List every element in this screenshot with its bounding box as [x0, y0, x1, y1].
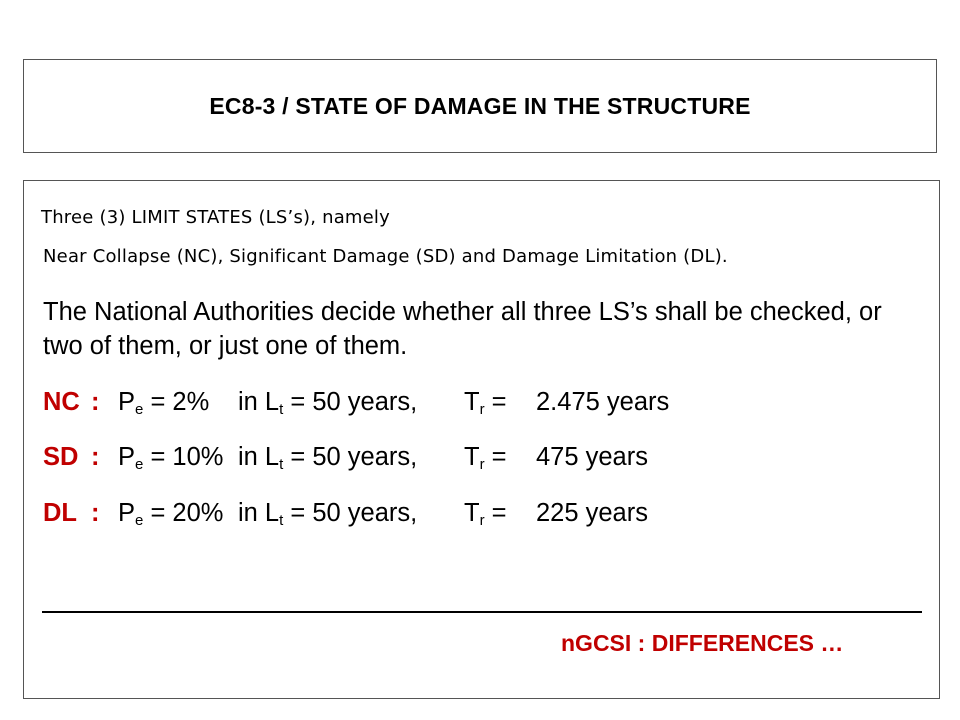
tr-symbol: T — [464, 499, 480, 527]
return-period-value: 225 years — [536, 499, 648, 527]
lt-value: = 50 years, — [283, 388, 418, 416]
lt-prefix: in L — [238, 388, 280, 416]
lifetime — [238, 443, 417, 472]
limit-state-label: NC — [43, 388, 80, 416]
lt-subscript: t — [279, 401, 284, 418]
pe-subscript: e — [135, 401, 144, 418]
tr-symbol: T — [464, 388, 480, 416]
tr-equals: = — [484, 499, 507, 527]
lt-prefix: in L — [238, 499, 280, 527]
return-period-symbol — [464, 388, 507, 417]
return-period-symbol — [464, 499, 507, 528]
pe-value: = 10% — [143, 443, 224, 471]
limit-state-colon: : — [91, 499, 100, 527]
divider-line — [42, 611, 922, 613]
limit-state-label: DL — [43, 499, 77, 527]
limit-state-colon: : — [91, 443, 100, 471]
tr-symbol: T — [464, 443, 480, 471]
tr-equals: = — [484, 388, 507, 416]
pe-symbol: P — [118, 388, 136, 416]
exceedance-probability — [118, 388, 209, 417]
lt-value: = 50 years, — [283, 443, 418, 471]
lifetime — [238, 499, 417, 528]
limit-state-label: SD — [43, 443, 79, 471]
tr-equals: = — [484, 443, 507, 471]
exceedance-probability — [118, 499, 223, 528]
footer-note: nGCSI : DIFFERENCES … — [561, 630, 844, 656]
intro-line-1: Three (3) LIMIT STATES (LS’s), namely — [41, 207, 390, 228]
slide-title: EC8-3 / STATE OF DAMAGE IN THE STRUCTURE — [209, 92, 751, 119]
title-box — [23, 59, 937, 153]
pe-value: = 20% — [143, 499, 224, 527]
pe-subscript: e — [135, 456, 144, 473]
pe-symbol: P — [118, 499, 136, 527]
intro-line-2: Near Collapse (NC), Significant Damage (SD) and Damage Limitation (DL). — [43, 246, 728, 267]
pe-subscript: e — [135, 512, 144, 529]
return-period-symbol — [464, 443, 507, 472]
lifetime — [238, 388, 417, 417]
lt-subscript: t — [279, 512, 284, 529]
lt-prefix: in L — [238, 443, 280, 471]
authorities-paragraph: The National Authorities decide whether all three LS’s shall be checked, or two of them, or just one of them. — [43, 298, 882, 360]
return-period-value: 2.475 years — [536, 388, 670, 416]
return-period-value: 475 years — [536, 443, 648, 471]
tr-subscript: r — [479, 401, 485, 418]
lt-value: = 50 years, — [283, 499, 418, 527]
pe-value: = 2% — [143, 388, 210, 416]
pe-symbol: P — [118, 443, 136, 471]
content-box — [23, 180, 940, 699]
lt-subscript: t — [279, 456, 284, 473]
tr-subscript: r — [479, 512, 485, 529]
exceedance-probability — [118, 443, 223, 472]
limit-state-colon: : — [91, 388, 100, 416]
tr-subscript: r — [479, 456, 485, 473]
